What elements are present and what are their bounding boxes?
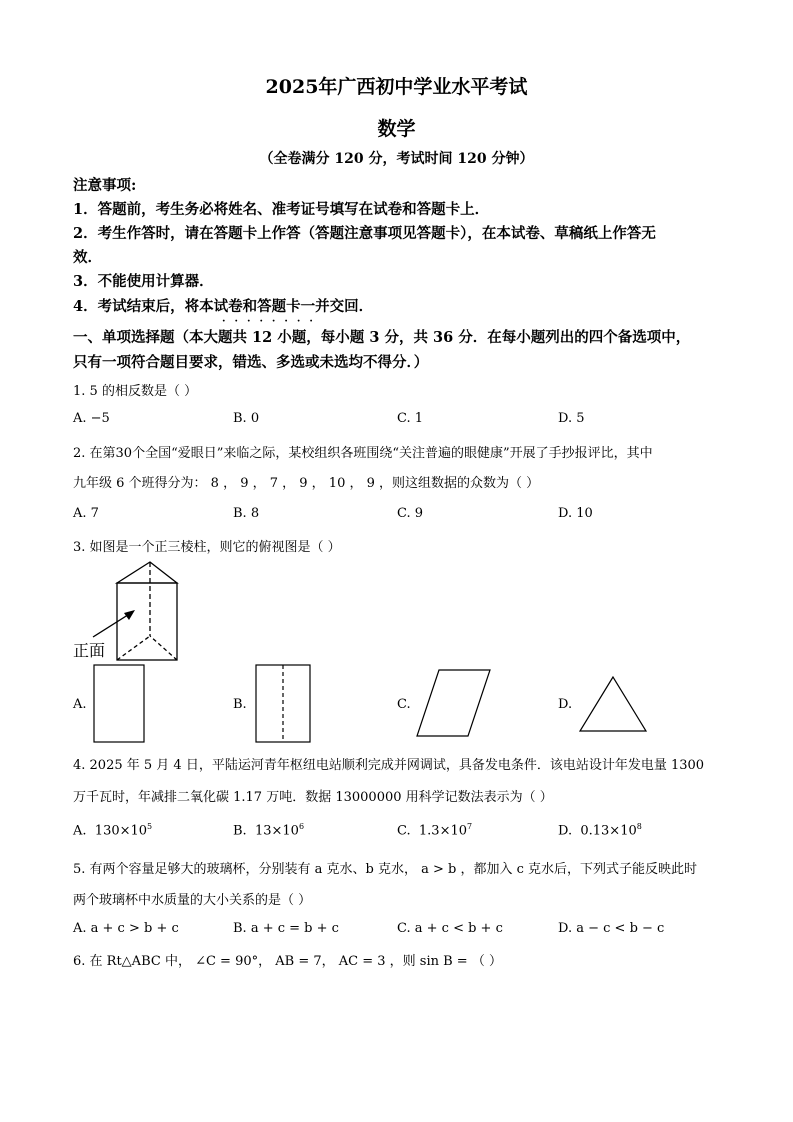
notice-item-2: 2．考生作答时，请在答题卡上作答（答题注意事项见答题卡），在本试卷、草稿纸上作答无 [73, 225, 656, 242]
notice-item-4: 4．考试结束后，将本试卷和答题卡一并交回． [73, 298, 374, 315]
q4-option-d-label: D. [558, 823, 573, 839]
q4-option-c [397, 822, 472, 838]
q4-option-b-exp: 6 [298, 822, 305, 831]
q4-option-b [233, 822, 304, 838]
q5-option-b: B. a + c = b + c [233, 921, 339, 936]
q2-option-a: A. 7 [73, 506, 99, 521]
notice-heading: 注意事项: [73, 177, 137, 194]
q4-stem-line2: 万千瓦时，年减排二氧化碳 1.17 万吨．数据 13000000 用科学记数法表示为（ ） [73, 790, 553, 805]
exam-info: （全卷满分 120 分，考试时间 120 分钟） [259, 151, 534, 167]
q5-stem-line2: 两个玻璃杯中水质量的大小关系的是（ ） [73, 893, 312, 908]
q2-stem-line2: 九年级 6 个班得分为： 8 ， 9 ， 7 ， 9 ， 10 ， 9 ，则这组数据的众数为（ ） [73, 476, 540, 491]
q5-option-d: D. a − c < b − c [558, 921, 665, 936]
q1-option-b: B. 0 [233, 411, 260, 426]
q4-option-a-exp: 5 [147, 822, 153, 831]
q4-option-b-label: B. [233, 823, 247, 839]
q5-option-a: A. a + c > b + c [73, 921, 179, 936]
q4-option-c-label: C. [397, 823, 411, 839]
section-heading-line1: 一、单项选择题（本大题共 12 小题，每小题 3 分，共 36 分．在每小题列出的四个备选项中， [73, 329, 691, 346]
q3-option-d: D. [558, 697, 573, 712]
q3-option-c: C. [397, 697, 411, 712]
notice-item-2-cont: 效． [73, 249, 102, 266]
q2-option-b: B. 8 [233, 506, 260, 521]
q1-stem: 1. 5 的相反数是（ ） [73, 384, 198, 399]
q1-option-d: D. 5 [558, 411, 585, 426]
q4-stem-line1: 4. 2025 年 5 月 4 日，平陆运河青年枢纽电站顺利完成并网调试，具备发电条件．该电站设计年发电量 1300 [73, 758, 705, 773]
subject-title: 数学 [377, 118, 416, 140]
q4-option-a [73, 822, 152, 838]
q4-option-a-label: A. [73, 823, 87, 839]
q4-option-c-exp: 7 [467, 822, 473, 831]
notice-item-3: 3．不能使用计算器． [73, 273, 214, 290]
q3-option-b: B. [233, 697, 247, 712]
q2-stem-line1: 2. 在第30个全国“爱眼日”来临之际，某校组织各班围绕“关注普遍的眼健康”开展了手抄报评比，其中 [73, 446, 653, 461]
q4-option-d-exp: 8 [636, 822, 642, 831]
q3-stem: 3. 如图是一个正三棱柱，则它的俯视图是（ ） [73, 540, 341, 555]
section-heading-line2: 只有一项符合题目要求，错选、多选或未选均不得分．） [73, 354, 429, 371]
q5-stem-line1: 5. 有两个容量足够大的玻璃杯，分别装有 a 克水、b 克水， a > b ，都加入 c 克水后，下列式子能反映此时 [73, 862, 698, 877]
q6-stem: 6. 在 Rt△ABC 中， ∠C = 90°， AB = 7， AC = 3 ，则 sin B = （ ） [73, 954, 502, 969]
q4-option-d-base: 0.13×10 [580, 823, 637, 839]
emphasis-dots: ········ [222, 316, 322, 327]
notice-item-1: 1．答题前，考生务必将姓名、准考证号填写在试卷和答题卡上． [73, 201, 490, 218]
q2-option-c: C. 9 [397, 506, 424, 521]
exam-title: 2025年广西初中学业水平考试 [265, 76, 528, 98]
q4-option-b-base: 13×10 [254, 823, 299, 839]
q2-option-d: D. 10 [558, 506, 593, 521]
q4-option-d [558, 822, 642, 838]
q1-option-a: A. −5 [73, 411, 110, 426]
q1-option-c: C. 1 [397, 411, 424, 426]
q4-option-a-base: 130×10 [94, 823, 148, 839]
q4-option-c-base: 1.3×10 [418, 823, 467, 839]
q3-option-a: A. [73, 697, 87, 712]
q5-option-c: C. a + c < b + c [397, 921, 503, 936]
front-label: 正面 [73, 641, 106, 660]
